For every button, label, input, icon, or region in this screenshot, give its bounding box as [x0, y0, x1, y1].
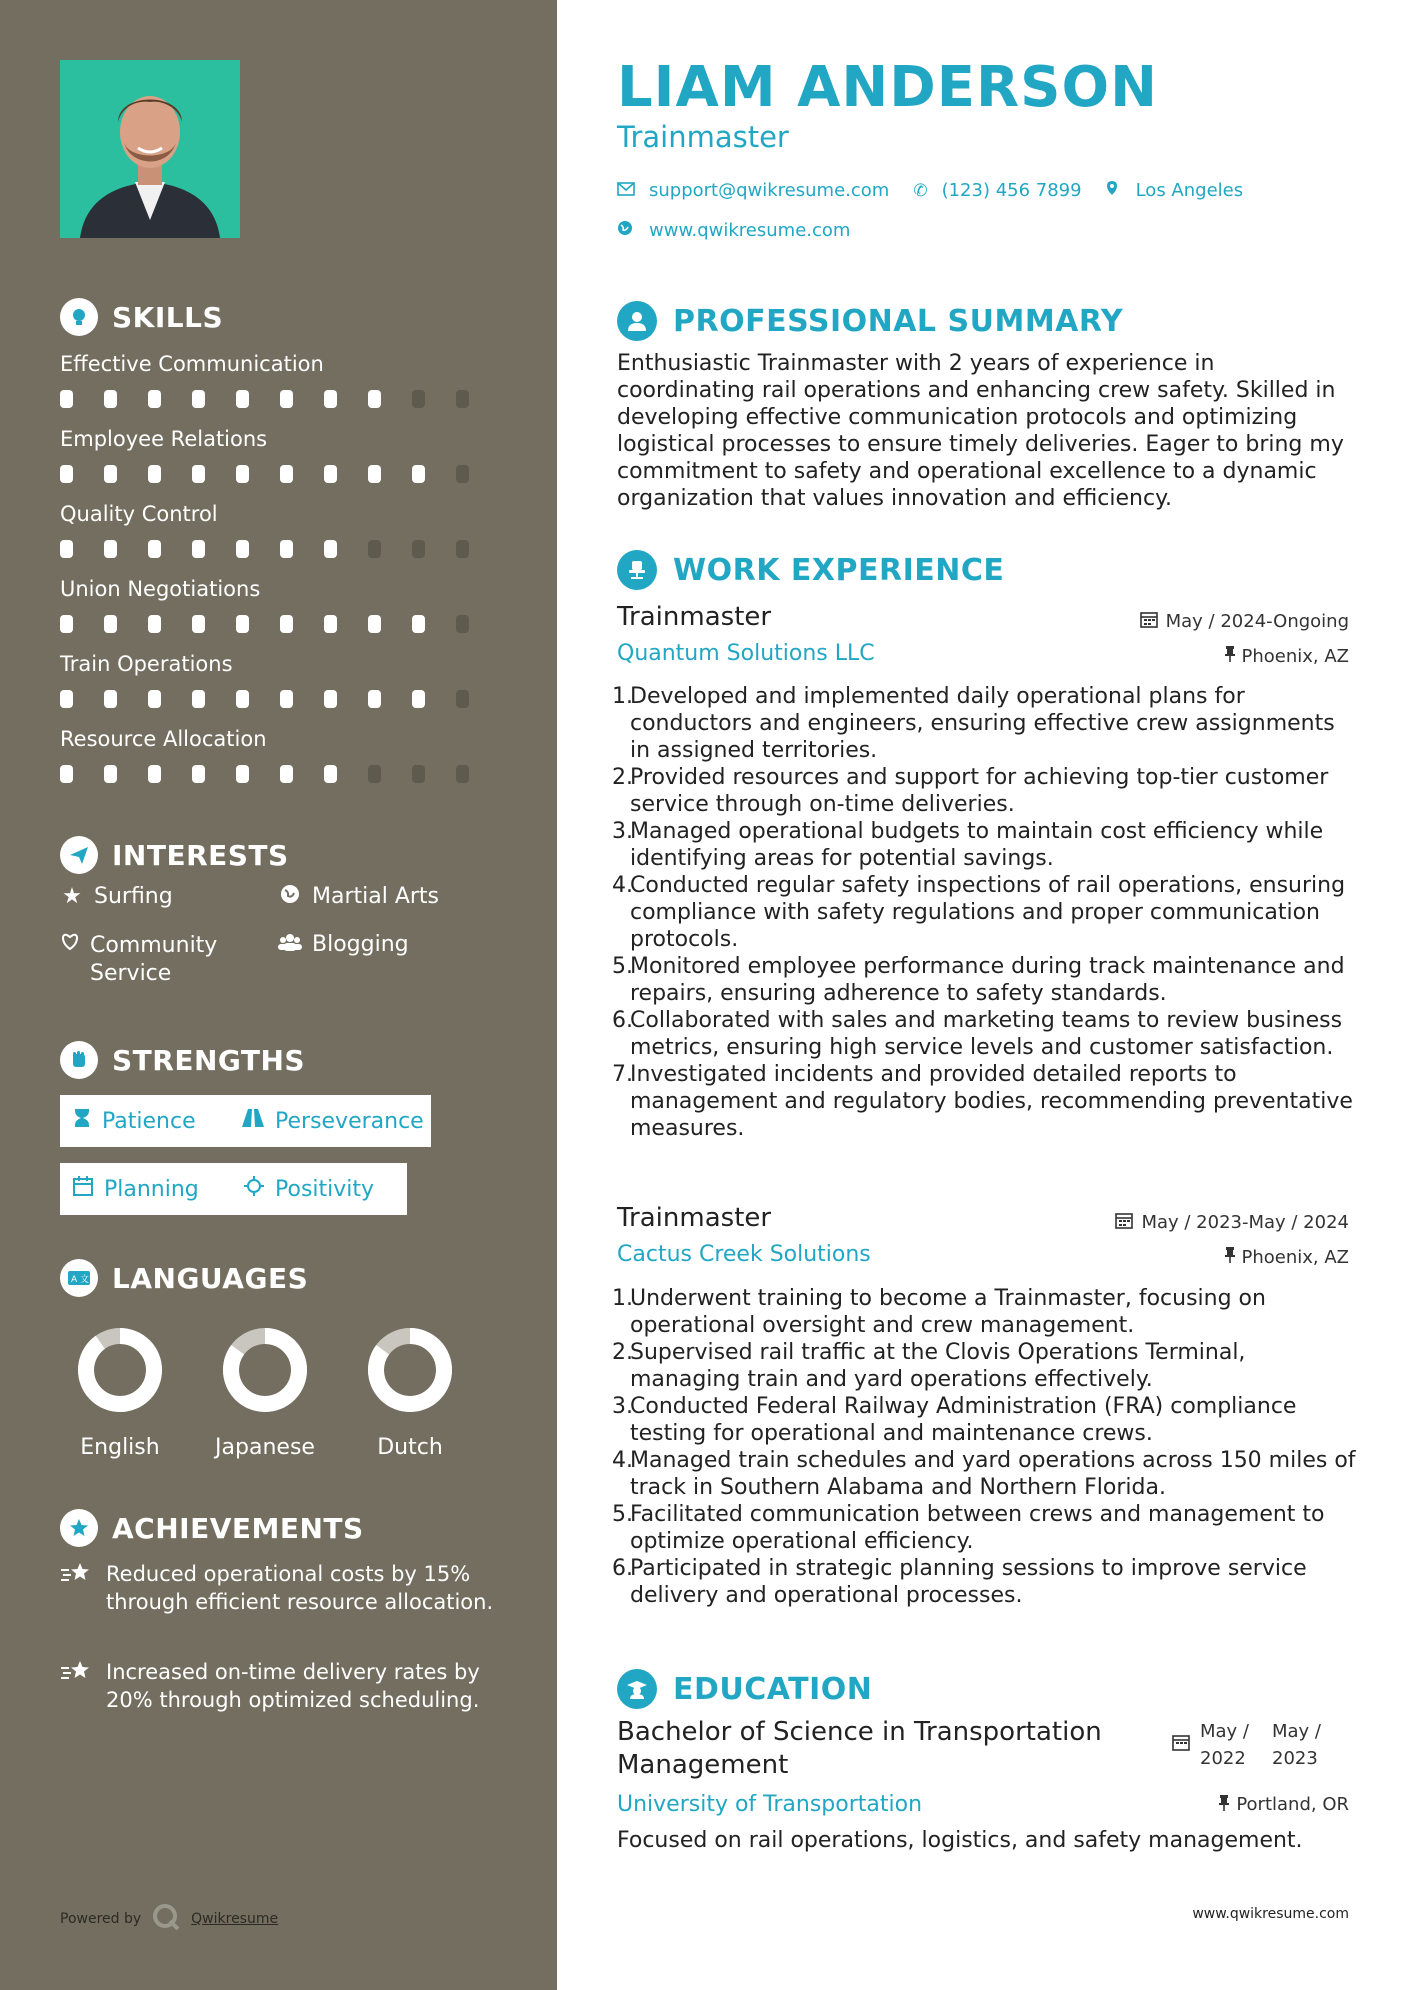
skill-name: Resource Allocation — [60, 727, 267, 751]
bullet-number: 2. — [612, 765, 633, 790]
skill-rating-dot — [60, 390, 73, 408]
education-date — [1172, 1718, 1334, 1772]
bullet-number: 5. — [612, 1502, 633, 1527]
pushpin-icon — [1224, 645, 1236, 668]
skill-rating-dot — [280, 390, 293, 408]
skill-rating-dot — [280, 765, 293, 783]
strength-badge — [60, 1163, 240, 1215]
languages-header — [60, 1259, 308, 1297]
bullet-text: Developed and implemented daily operational plans for conductors and engineers, ensuring effective crew assignments in assigned territories. — [630, 684, 1335, 763]
calendar-icon — [1115, 1211, 1133, 1234]
skills-header — [60, 298, 223, 336]
bullet-number: 4. — [612, 873, 633, 898]
education-location-text: Portland, OR — [1236, 1794, 1349, 1815]
strengths-header — [60, 1041, 305, 1079]
education-date-end: May / 2023 — [1272, 1721, 1321, 1769]
candidate-name: LIAM ANDERSON — [617, 55, 1158, 120]
skill-item — [60, 502, 500, 558]
skill-rating-dot — [324, 390, 337, 408]
skill-rating-dot — [456, 765, 469, 783]
users-icon — [278, 932, 302, 959]
job-bullet — [612, 1285, 1357, 1339]
svg-text:文: 文 — [80, 1275, 90, 1285]
pushpin-icon — [1218, 1794, 1230, 1817]
strength-badge — [231, 1163, 407, 1215]
skill-item — [60, 427, 500, 483]
contact-email[interactable]: support@qwikresume.com — [649, 180, 890, 201]
job-bullet — [612, 1393, 1357, 1447]
interest-label: Community Service — [90, 933, 218, 986]
skill-name: Train Operations — [60, 652, 233, 676]
job-bullets — [612, 1285, 1357, 1609]
svg-text:A: A — [71, 1275, 78, 1285]
skill-rating-dot — [280, 465, 293, 483]
interest-item — [60, 932, 260, 988]
interest-label: Martial Arts — [312, 884, 440, 909]
skill-item — [60, 652, 500, 708]
sun-icon — [243, 1175, 265, 1203]
skill-name: Union Negotiations — [60, 577, 261, 601]
skill-name: Effective Communication — [60, 352, 324, 376]
job-company: Cactus Creek Solutions — [617, 1242, 871, 1267]
calendar-icon — [1140, 610, 1158, 633]
education-location — [1218, 1794, 1349, 1817]
skill-rating-dot — [412, 540, 425, 558]
job-location-text: Phoenix, AZ — [1241, 1247, 1349, 1268]
hourglass-icon — [72, 1107, 92, 1135]
achievements-title: ACHIEVEMENTS — [112, 1511, 364, 1545]
strength-badge — [60, 1095, 238, 1147]
sidebar — [0, 0, 557, 1990]
phone-icon: ✆ — [913, 180, 928, 201]
bullet-number: 7. — [612, 1062, 633, 1087]
skill-rating-dot — [412, 390, 425, 408]
skill-rating-dot — [192, 765, 205, 783]
skill-rating-dot — [148, 540, 161, 558]
bullet-text: Monitored employee performance during track maintenance and repairs, ensuring adherence to safety standards. — [630, 954, 1345, 1006]
skill-rating — [60, 540, 500, 558]
interests-title: INTERESTS — [112, 838, 289, 872]
globe-icon — [278, 884, 302, 911]
contact-location: Los Angeles — [1135, 180, 1244, 201]
skill-rating-dot — [104, 765, 117, 783]
skill-item — [60, 577, 500, 633]
achievement-item — [60, 1560, 500, 1616]
strength-label: Patience — [102, 1108, 196, 1134]
job-bullet — [612, 764, 1357, 818]
skill-rating-dot — [368, 690, 381, 708]
strength-label: Planning — [104, 1176, 199, 1202]
job-date — [1115, 1211, 1349, 1234]
skill-rating-dot — [324, 540, 337, 558]
office-chair-icon — [617, 550, 657, 590]
education-degree: Bachelor of Science in Transportation Management — [617, 1717, 1102, 1780]
skill-rating-dot — [60, 540, 73, 558]
interest-label: Blogging — [312, 932, 409, 957]
skill-rating-dot — [104, 540, 117, 558]
skill-rating-dot — [60, 615, 73, 633]
skill-rating-dot — [456, 465, 469, 483]
shooting-star-icon — [60, 1560, 94, 1616]
skill-rating-dot — [236, 690, 249, 708]
skill-rating-dot — [236, 540, 249, 558]
skill-rating-dot — [60, 765, 73, 783]
bullet-text: Managed operational budgets to maintain cost efficiency while identifying areas for potential savings. — [630, 819, 1324, 871]
powered-by-label: Powered by — [60, 1911, 142, 1927]
skill-rating-dot — [368, 615, 381, 633]
strength-label: Positivity — [275, 1176, 375, 1202]
interests-header — [60, 836, 289, 874]
experience-header — [617, 550, 1004, 590]
skill-rating-dot — [192, 690, 205, 708]
skill-rating-dot — [148, 390, 161, 408]
interest-item — [278, 932, 409, 959]
job-company: Quantum Solutions LLC — [617, 641, 875, 666]
job-location — [1224, 645, 1350, 668]
star-icon: ★ — [62, 884, 82, 909]
candidate-role: Trainmaster — [617, 120, 789, 154]
skill-rating-dot — [192, 465, 205, 483]
skill-rating-dot — [280, 540, 293, 558]
graduate-icon — [617, 1669, 657, 1709]
language-item — [205, 1325, 325, 1460]
interest-item — [278, 884, 439, 911]
bullet-number: 1. — [612, 1286, 633, 1311]
skill-rating-dot — [412, 690, 425, 708]
skill-rating-dot — [412, 615, 425, 633]
job-bullet — [612, 1555, 1357, 1609]
calendar-icon — [1172, 1732, 1190, 1772]
skill-rating-dot — [324, 690, 337, 708]
summary-text: Enthusiastic Trainmaster with 2 years of experience in coordinating rail operations and enhancing crew safety. Skilled in developing effective communication protocols and optimizing logistical processes to ensure timely deliveries. Eager to bring my commitment to safety and operational excellence to a dynamic organization that values innovation and efficiency. — [617, 351, 1344, 511]
paper-plane-icon — [60, 836, 98, 874]
skill-rating-dot — [148, 615, 161, 633]
bullet-number: 2. — [612, 1340, 633, 1365]
skill-rating-dot — [192, 540, 205, 558]
languages-title: LANGUAGES — [112, 1261, 309, 1295]
education-date-start: May / 2022 — [1200, 1721, 1249, 1769]
skill-rating-dot — [60, 465, 73, 483]
language-level-ring — [205, 1325, 325, 1415]
job-bullet — [612, 953, 1357, 1007]
skill-rating-dot — [368, 540, 381, 558]
job-title: Trainmaster — [617, 1203, 772, 1233]
language-item — [350, 1325, 470, 1460]
summary-title: PROFESSIONAL SUMMARY — [673, 303, 1124, 339]
skill-rating-dot — [368, 465, 381, 483]
skill-rating-dot — [280, 690, 293, 708]
skill-rating-dot — [280, 615, 293, 633]
job-bullet — [612, 818, 1357, 872]
job-location — [1224, 1246, 1350, 1269]
contact-row — [617, 180, 1243, 201]
skill-rating-dot — [456, 540, 469, 558]
achievement-text: Increased on-time delivery rates by 20% through optimized scheduling. — [106, 1660, 480, 1712]
bullet-text: Underwent training to become a Trainmaster, focusing on operational oversight and crew management. — [630, 1286, 1266, 1338]
profile-photo — [60, 60, 240, 238]
main-content — [557, 0, 1407, 1990]
experience-title: WORK EXPERIENCE — [673, 552, 1005, 588]
skill-rating-dot — [456, 615, 469, 633]
job-date — [1140, 610, 1349, 633]
bullet-text: Conducted regular safety inspections of rail operations, ensuring compliance with safety regulations and proper communication protocols. — [630, 873, 1346, 952]
skill-rating-dot — [104, 690, 117, 708]
bullet-number: 5. — [612, 954, 633, 979]
job-location-text: Phoenix, AZ — [1241, 646, 1349, 667]
interest-item — [60, 884, 173, 910]
bullet-text: Participated in strategic planning sessions to improve service delivery and operational processes. — [630, 1556, 1307, 1608]
language-level-ring — [60, 1325, 180, 1415]
bullet-text: Managed train schedules and yard operations across 150 miles of track in Southern Alabama and Northern Florida. — [630, 1448, 1356, 1500]
bullet-text: Facilitated communication between crews and management to optimize operational efficiency. — [630, 1502, 1325, 1554]
road-icon — [241, 1108, 265, 1134]
website-row — [617, 220, 850, 241]
skill-rating-dot — [60, 690, 73, 708]
job-bullet — [612, 1447, 1357, 1501]
shooting-star-icon — [60, 1658, 94, 1714]
bullet-number: 3. — [612, 819, 633, 844]
job-date-text: May / 2023-May / 2024 — [1141, 1212, 1349, 1233]
qwikresume-logo-icon — [151, 1902, 181, 1936]
education-description: Focused on rail operations, logistics, and safety management. — [617, 1828, 1303, 1853]
bullet-text: Collaborated with sales and marketing teams to review business metrics, ensuring high service levels and customer satisfaction. — [630, 1008, 1343, 1060]
job-bullet — [612, 1007, 1357, 1061]
skill-rating — [60, 765, 500, 783]
award-star-icon — [60, 1509, 98, 1547]
qwikresume-link[interactable]: Qwikresume — [191, 1911, 279, 1927]
skill-rating-dot — [192, 615, 205, 633]
skill-rating-dot — [236, 390, 249, 408]
skill-name: Quality Control — [60, 502, 218, 526]
skill-rating-dot — [148, 765, 161, 783]
pushpin-icon — [1224, 1246, 1236, 1269]
skill-rating-dot — [412, 465, 425, 483]
skill-rating-dot — [324, 615, 337, 633]
calendar-icon — [72, 1175, 94, 1203]
interest-label: Surfing — [94, 884, 173, 909]
skill-rating-dot — [368, 390, 381, 408]
language-ring-fill — [86, 1336, 154, 1404]
job-bullet — [612, 872, 1357, 953]
summary-header — [617, 301, 1123, 341]
skill-rating — [60, 465, 500, 483]
bullet-number: 3. — [612, 1394, 633, 1419]
contact-website[interactable]: www.qwikresume.com — [649, 220, 851, 241]
language-name: Dutch — [377, 1435, 443, 1460]
heart-hand-icon — [60, 932, 80, 959]
contact-phone[interactable]: (123) 456 7899 — [941, 180, 1082, 201]
bullet-number: 1. — [612, 684, 633, 709]
achievement-item — [60, 1658, 500, 1714]
skill-rating-dot — [104, 390, 117, 408]
language-name: Japanese — [215, 1435, 315, 1460]
strengths-title: STRENGTHS — [112, 1043, 306, 1077]
globe-icon — [617, 220, 633, 241]
skill-rating-dot — [148, 690, 161, 708]
strength-badge — [229, 1095, 431, 1147]
education-title: EDUCATION — [673, 1671, 873, 1707]
lightbulb-icon — [60, 298, 98, 336]
skill-rating-dot — [456, 690, 469, 708]
skill-rating-dot — [324, 465, 337, 483]
language-icon — [60, 1259, 98, 1297]
bullet-number: 6. — [612, 1008, 633, 1033]
language-item — [60, 1325, 180, 1460]
language-level-ring — [350, 1325, 470, 1415]
achievements-header — [60, 1509, 364, 1547]
skill-rating-dot — [324, 765, 337, 783]
job-bullet — [612, 683, 1357, 764]
skill-rating-dot — [104, 615, 117, 633]
job-bullet — [612, 1339, 1357, 1393]
skill-rating-dot — [236, 765, 249, 783]
skill-rating — [60, 615, 500, 633]
skill-rating — [60, 390, 500, 408]
fist-icon — [60, 1041, 98, 1079]
job-bullet — [612, 1501, 1357, 1555]
skill-rating-dot — [104, 465, 117, 483]
map-pin-icon — [1106, 180, 1118, 201]
education-header — [617, 1669, 872, 1709]
user-icon — [617, 301, 657, 341]
skill-item — [60, 352, 500, 408]
envelope-icon — [617, 181, 635, 201]
skill-rating-dot — [148, 465, 161, 483]
language-name: English — [80, 1435, 160, 1460]
skill-rating-dot — [412, 765, 425, 783]
strength-label: Perseverance — [275, 1108, 424, 1134]
skill-rating-dot — [368, 765, 381, 783]
bullet-number: 6. — [612, 1556, 633, 1581]
footer-url[interactable]: www.qwikresume.com — [1192, 1906, 1349, 1922]
job-bullets — [612, 683, 1357, 1142]
job-title: Trainmaster — [617, 602, 772, 632]
bullet-text: Investigated incidents and provided detailed reports to management and regulatory bodies, recommending preventative measures. — [630, 1062, 1353, 1141]
job-bullet — [612, 1061, 1357, 1142]
achievement-text: Reduced operational costs by 15% through efficient resource allocation. — [106, 1562, 494, 1614]
job-date-text: May / 2024-Ongoing — [1165, 611, 1349, 632]
skill-item — [60, 727, 500, 783]
powered-by — [60, 1902, 278, 1936]
skill-name: Employee Relations — [60, 427, 268, 451]
skill-rating-dot — [456, 390, 469, 408]
education-school: University of Transportation — [617, 1792, 923, 1817]
bullet-text: Conducted Federal Railway Administration (FRA) compliance testing for operational and maintenance crews. — [630, 1394, 1297, 1446]
bullet-text: Supervised rail traffic at the Clovis Operations Terminal, managing train and yard operations effectively. — [630, 1340, 1246, 1392]
skill-rating-dot — [236, 615, 249, 633]
skill-rating-dot — [192, 390, 205, 408]
bullet-number: 4. — [612, 1448, 633, 1473]
skills-title: SKILLS — [112, 300, 224, 334]
skill-rating-dot — [236, 465, 249, 483]
bullet-text: Provided resources and support for achieving top-tier customer service through on-time deliveries. — [630, 765, 1329, 817]
skill-rating — [60, 690, 500, 708]
